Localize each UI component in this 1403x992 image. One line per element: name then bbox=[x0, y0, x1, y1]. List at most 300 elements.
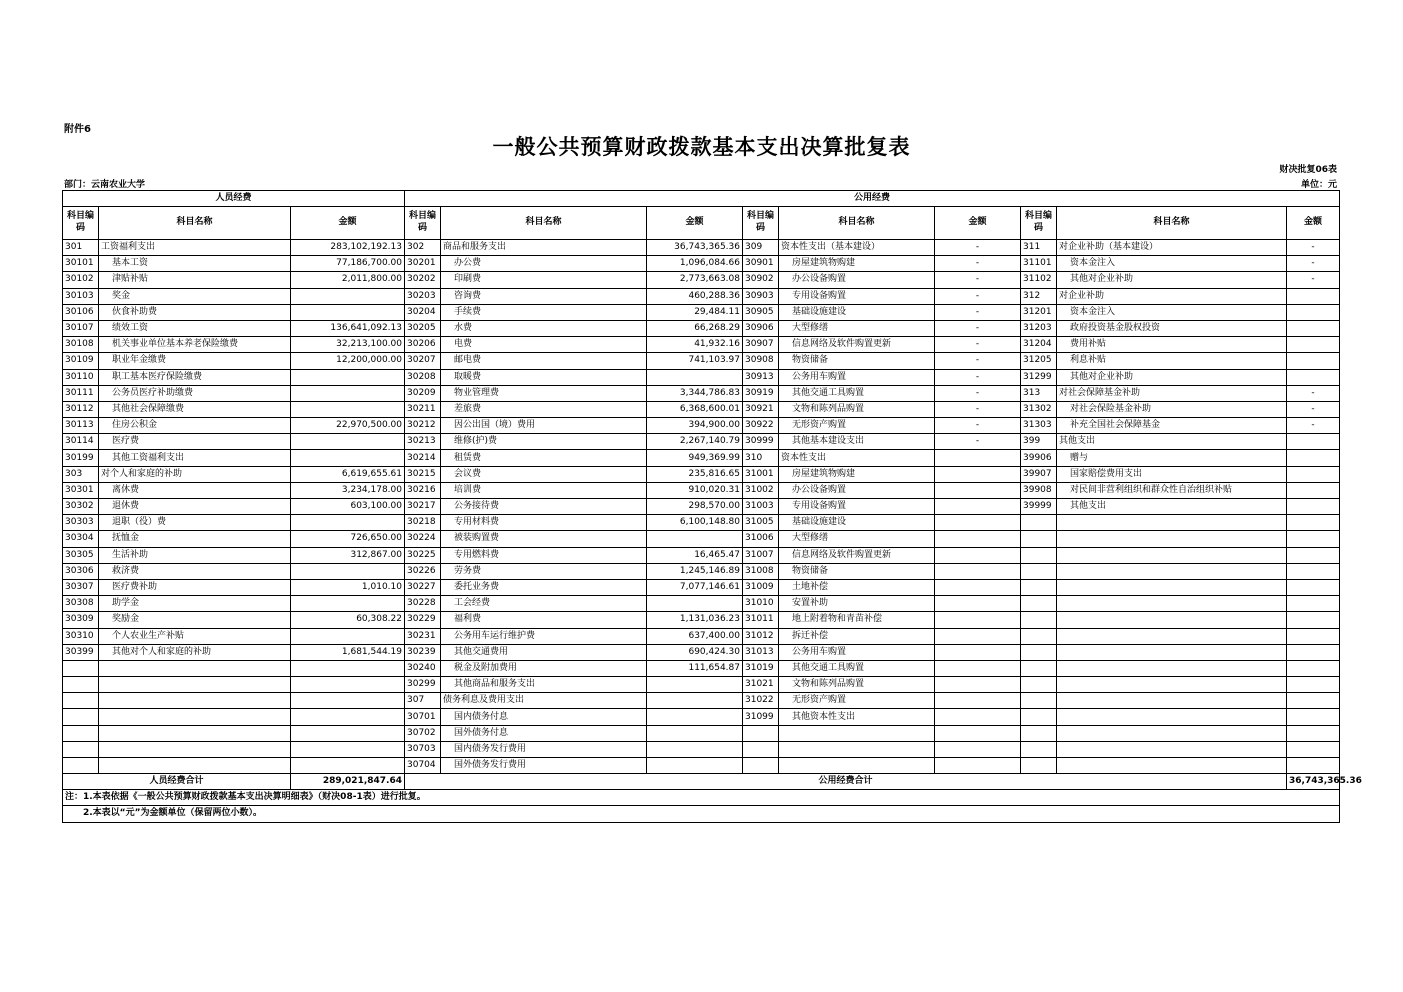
col-header-amount: 金额 bbox=[1287, 207, 1340, 240]
subject-name-cell: 生活补助 bbox=[99, 547, 291, 563]
subject-name-cell: 对企业补助 bbox=[1057, 288, 1287, 304]
subject-name-cell: 其他对企业补助 bbox=[1057, 369, 1287, 385]
amount-cell bbox=[1287, 693, 1340, 709]
subject-name-cell: 被装购置费 bbox=[441, 531, 647, 547]
subject-code-cell: 31013 bbox=[743, 644, 779, 660]
subject-code-cell: 31011 bbox=[743, 612, 779, 628]
subject-code-cell: 39999 bbox=[1021, 499, 1057, 515]
subject-name-cell: 会议费 bbox=[441, 466, 647, 482]
subject-name-cell: 物资储备 bbox=[779, 563, 935, 579]
amount-cell: - bbox=[935, 304, 1021, 320]
subject-name-cell: 大型修缮 bbox=[779, 320, 935, 336]
subject-code-cell bbox=[1021, 515, 1057, 531]
subject-name-cell: 对个人和家庭的补助 bbox=[99, 466, 291, 482]
table-row bbox=[63, 304, 1340, 320]
amount-cell: 16,465.47 bbox=[647, 547, 743, 563]
subject-code-cell bbox=[1021, 709, 1057, 725]
subject-code-cell: 30218 bbox=[405, 515, 441, 531]
amount-cell bbox=[291, 563, 405, 579]
amount-cell: 60,308.22 bbox=[291, 612, 405, 628]
amount-cell: 7,077,146.61 bbox=[647, 579, 743, 595]
subject-code-cell bbox=[1021, 563, 1057, 579]
amount-cell: 298,570.00 bbox=[647, 499, 743, 515]
table-row bbox=[63, 418, 1340, 434]
subject-code-cell: 30103 bbox=[63, 288, 99, 304]
subject-name-cell: 国外债务付息 bbox=[441, 725, 647, 741]
subject-code-cell: 30304 bbox=[63, 531, 99, 547]
amount-cell bbox=[935, 758, 1021, 774]
amount-cell bbox=[291, 515, 405, 531]
amount-cell bbox=[1287, 563, 1340, 579]
amount-cell bbox=[1287, 499, 1340, 515]
amount-cell bbox=[1287, 369, 1340, 385]
subject-code-cell: 30703 bbox=[405, 741, 441, 757]
amount-cell bbox=[291, 628, 405, 644]
subject-name-cell: 拆迁补偿 bbox=[779, 628, 935, 644]
subject-code-cell bbox=[63, 693, 99, 709]
subject-code-cell: 31010 bbox=[743, 596, 779, 612]
subject-code-cell bbox=[1021, 693, 1057, 709]
subject-code-cell: 30206 bbox=[405, 337, 441, 353]
amount-cell: 603,100.00 bbox=[291, 499, 405, 515]
subject-name-cell bbox=[99, 725, 291, 741]
subject-name-cell: 机关事业单位基本养老保险缴费 bbox=[99, 337, 291, 353]
subject-code-cell: 31006 bbox=[743, 531, 779, 547]
subject-code-cell: 30209 bbox=[405, 385, 441, 401]
col-header-name: 科目名称 bbox=[99, 207, 291, 240]
subject-code-cell: 30903 bbox=[743, 288, 779, 304]
amount-cell: 111,654.87 bbox=[647, 660, 743, 676]
subject-code-cell: 310 bbox=[743, 450, 779, 466]
subject-code-cell: 30108 bbox=[63, 337, 99, 353]
subject-name-cell: 退职（役）费 bbox=[99, 515, 291, 531]
subject-name-cell: 信息网络及软件购置更新 bbox=[779, 337, 935, 353]
subject-code-cell bbox=[1021, 660, 1057, 676]
subject-name-cell: 因公出国（境）费用 bbox=[441, 418, 647, 434]
subject-code-cell: 30207 bbox=[405, 353, 441, 369]
subject-code-cell: 31008 bbox=[743, 563, 779, 579]
amount-cell bbox=[647, 531, 743, 547]
table-row bbox=[63, 320, 1340, 336]
subject-code-cell: 30308 bbox=[63, 596, 99, 612]
subject-code-cell: 31299 bbox=[1021, 369, 1057, 385]
table-row bbox=[63, 401, 1340, 417]
subject-name-cell bbox=[1057, 563, 1287, 579]
amount-cell bbox=[935, 725, 1021, 741]
subject-name-cell: 费用补贴 bbox=[1057, 337, 1287, 353]
subject-code-cell: 30101 bbox=[63, 256, 99, 272]
subject-code-cell: 313 bbox=[1021, 385, 1057, 401]
subject-name-cell: 抚恤金 bbox=[99, 531, 291, 547]
amount-cell bbox=[935, 693, 1021, 709]
subject-code-cell bbox=[63, 725, 99, 741]
subject-name-cell: 其他交通工具购置 bbox=[779, 660, 935, 676]
amount-cell bbox=[935, 660, 1021, 676]
amount-cell bbox=[291, 693, 405, 709]
table-row bbox=[63, 677, 1340, 693]
amount-cell: 136,641,092.13 bbox=[291, 320, 405, 336]
subject-code-cell: 30922 bbox=[743, 418, 779, 434]
amount-cell bbox=[935, 499, 1021, 515]
amount-cell bbox=[935, 563, 1021, 579]
subject-code-cell: 30217 bbox=[405, 499, 441, 515]
table-row bbox=[63, 547, 1340, 563]
col-header-amount: 金额 bbox=[647, 207, 743, 240]
subject-code-cell: 30307 bbox=[63, 579, 99, 595]
table-row bbox=[63, 337, 1340, 353]
col-header-amount: 金额 bbox=[935, 207, 1021, 240]
subject-name-cell bbox=[1057, 547, 1287, 563]
table-row bbox=[63, 596, 1340, 612]
subject-code-cell: 30302 bbox=[63, 499, 99, 515]
unit-label: 单位：元 bbox=[1300, 180, 1337, 190]
subject-name-cell bbox=[1057, 644, 1287, 660]
subject-name-cell: 其他社会保障缴费 bbox=[99, 401, 291, 417]
amount-cell bbox=[935, 677, 1021, 693]
amount-cell bbox=[1287, 596, 1340, 612]
amount-cell bbox=[935, 450, 1021, 466]
amount-cell: 741,103.97 bbox=[647, 353, 743, 369]
subject-name-cell: 地上附着物和青苗补偿 bbox=[779, 612, 935, 628]
subject-name-cell: 资本金注入 bbox=[1057, 256, 1287, 272]
subject-name-cell bbox=[1057, 693, 1287, 709]
subject-name-cell bbox=[1057, 660, 1287, 676]
amount-cell bbox=[647, 741, 743, 757]
amount-cell: 949,369.99 bbox=[647, 450, 743, 466]
amount-cell bbox=[291, 596, 405, 612]
subject-name-cell: 国外债务发行费用 bbox=[441, 758, 647, 774]
amount-cell bbox=[291, 288, 405, 304]
personnel-total-amount: 289,021,847.64 bbox=[291, 774, 405, 790]
subject-code-cell bbox=[1021, 547, 1057, 563]
subject-code-cell: 309 bbox=[743, 240, 779, 256]
amount-cell bbox=[647, 677, 743, 693]
amount-cell bbox=[291, 677, 405, 693]
amount-cell: - bbox=[935, 288, 1021, 304]
subject-code-cell bbox=[1021, 612, 1057, 628]
amount-cell: 1,096,084.66 bbox=[647, 256, 743, 272]
amount-cell bbox=[1287, 547, 1340, 563]
subject-code-cell bbox=[743, 758, 779, 774]
subject-name-cell: 资本金注入 bbox=[1057, 304, 1287, 320]
table-row bbox=[63, 353, 1340, 369]
subject-name-cell: 专用材料费 bbox=[441, 515, 647, 531]
amount-cell bbox=[935, 482, 1021, 498]
subject-code-cell: 31303 bbox=[1021, 418, 1057, 434]
amount-cell: 3,344,786.83 bbox=[647, 385, 743, 401]
subject-code-cell: 31021 bbox=[743, 677, 779, 693]
subject-code-cell: 31005 bbox=[743, 515, 779, 531]
amount-cell: 32,213,100.00 bbox=[291, 337, 405, 353]
col-header-amount: 金额 bbox=[291, 207, 405, 240]
subject-name-cell bbox=[1057, 741, 1287, 757]
subject-code-cell: 30205 bbox=[405, 320, 441, 336]
subject-name-cell bbox=[99, 758, 291, 774]
subject-code-cell: 30901 bbox=[743, 256, 779, 272]
subject-name-cell: 绩效工资 bbox=[99, 320, 291, 336]
table-row bbox=[63, 693, 1340, 709]
amount-cell bbox=[935, 515, 1021, 531]
amount-cell: 6,368,600.01 bbox=[647, 401, 743, 417]
table-row bbox=[63, 563, 1340, 579]
subject-name-cell: 无形资产购置 bbox=[779, 693, 935, 709]
subject-code-cell bbox=[63, 741, 99, 757]
section-personnel: 人员经费 bbox=[63, 191, 405, 207]
amount-cell: - bbox=[935, 240, 1021, 256]
amount-cell bbox=[1287, 320, 1340, 336]
subject-name-cell: 其他交通费用 bbox=[441, 644, 647, 660]
subject-code-cell: 30212 bbox=[405, 418, 441, 434]
subject-name-cell bbox=[1057, 628, 1287, 644]
subject-name-cell: 个人农业生产补贴 bbox=[99, 628, 291, 644]
subject-name-cell bbox=[99, 677, 291, 693]
subject-name-cell bbox=[99, 741, 291, 757]
amount-cell bbox=[1287, 709, 1340, 725]
col-header-name: 科目名称 bbox=[441, 207, 647, 240]
subject-code-cell: 30231 bbox=[405, 628, 441, 644]
subject-name-cell: 资本性支出 bbox=[779, 450, 935, 466]
subject-code-cell: 30106 bbox=[63, 304, 99, 320]
subject-name-cell: 国内债务发行费用 bbox=[441, 741, 647, 757]
subject-name-cell: 公务用车购置 bbox=[779, 644, 935, 660]
table-row bbox=[63, 385, 1340, 401]
amount-cell: 29,484.11 bbox=[647, 304, 743, 320]
subject-name-cell: 救济费 bbox=[99, 563, 291, 579]
subject-name-cell: 办公费 bbox=[441, 256, 647, 272]
amount-cell bbox=[935, 466, 1021, 482]
subject-code-cell: 30107 bbox=[63, 320, 99, 336]
amount-cell: - bbox=[935, 353, 1021, 369]
subject-code-cell: 30112 bbox=[63, 401, 99, 417]
subject-name-cell: 工资福利支出 bbox=[99, 240, 291, 256]
amount-cell bbox=[1287, 353, 1340, 369]
amount-cell bbox=[1287, 434, 1340, 450]
amount-cell: 1,010.10 bbox=[291, 579, 405, 595]
subject-name-cell: 电费 bbox=[441, 337, 647, 353]
subject-code-cell bbox=[1021, 596, 1057, 612]
subject-code-cell: 31009 bbox=[743, 579, 779, 595]
subject-name-cell bbox=[99, 660, 291, 676]
section-public: 公用经费 bbox=[405, 191, 1340, 207]
subject-code-cell bbox=[1021, 758, 1057, 774]
subject-name-cell: 住房公积金 bbox=[99, 418, 291, 434]
subject-name-cell: 对社会保障基金补助 bbox=[1057, 385, 1287, 401]
amount-cell bbox=[1287, 304, 1340, 320]
subject-code-cell: 31205 bbox=[1021, 353, 1057, 369]
subject-name-cell bbox=[779, 725, 935, 741]
note-2: 2.本表以“元”为金额单位（保留两位小数）。 bbox=[63, 806, 1340, 822]
subject-code-cell bbox=[63, 758, 99, 774]
subject-code-cell bbox=[743, 741, 779, 757]
subject-code-cell: 30913 bbox=[743, 369, 779, 385]
subject-code-cell: 31019 bbox=[743, 660, 779, 676]
amount-cell: 726,650.00 bbox=[291, 531, 405, 547]
subject-code-cell: 31201 bbox=[1021, 304, 1057, 320]
amount-cell: - bbox=[935, 418, 1021, 434]
table-row bbox=[63, 644, 1340, 660]
amount-cell bbox=[1287, 741, 1340, 757]
amount-cell: 6,619,655.61 bbox=[291, 466, 405, 482]
subject-code-cell: 301 bbox=[63, 240, 99, 256]
amount-cell: - bbox=[1287, 256, 1340, 272]
subject-code-cell: 30211 bbox=[405, 401, 441, 417]
subject-code-cell: 30225 bbox=[405, 547, 441, 563]
subject-name-cell: 赠与 bbox=[1057, 450, 1287, 466]
amount-cell: 41,932.16 bbox=[647, 337, 743, 353]
amount-cell: 2,011,800.00 bbox=[291, 272, 405, 288]
amount-cell: 283,102,192.13 bbox=[291, 240, 405, 256]
subject-name-cell: 商品和服务支出 bbox=[441, 240, 647, 256]
subject-name-cell: 离休费 bbox=[99, 482, 291, 498]
table-body bbox=[63, 240, 1340, 774]
amount-cell: - bbox=[935, 385, 1021, 401]
subject-code-cell bbox=[1021, 628, 1057, 644]
subject-code-cell: 31099 bbox=[743, 709, 779, 725]
subject-name-cell: 其他工资福利支出 bbox=[99, 450, 291, 466]
subject-code-cell: 30239 bbox=[405, 644, 441, 660]
amount-cell bbox=[291, 304, 405, 320]
subject-code-cell bbox=[63, 677, 99, 693]
subject-name-cell: 其他交通工具购置 bbox=[779, 385, 935, 401]
amount-cell: - bbox=[1287, 240, 1340, 256]
amount-cell bbox=[291, 660, 405, 676]
amount-cell: 690,424.30 bbox=[647, 644, 743, 660]
subject-name-cell: 安置补助 bbox=[779, 596, 935, 612]
subject-name-cell: 对社会保险基金补助 bbox=[1057, 401, 1287, 417]
subject-name-cell: 办公设备购置 bbox=[779, 272, 935, 288]
amount-cell: 1,245,146.89 bbox=[647, 563, 743, 579]
amount-cell bbox=[291, 450, 405, 466]
subject-name-cell: 其他资本性支出 bbox=[779, 709, 935, 725]
amount-cell: 910,020.31 bbox=[647, 482, 743, 498]
amount-cell bbox=[647, 758, 743, 774]
subject-name-cell: 医疗费 bbox=[99, 434, 291, 450]
subject-code-cell: 31203 bbox=[1021, 320, 1057, 336]
subject-code-cell: 31007 bbox=[743, 547, 779, 563]
amount-cell: - bbox=[935, 401, 1021, 417]
amount-cell bbox=[1287, 482, 1340, 498]
amount-cell bbox=[291, 369, 405, 385]
amount-cell bbox=[1287, 758, 1340, 774]
subject-code-cell: 30208 bbox=[405, 369, 441, 385]
subject-name-cell: 专用设备购置 bbox=[779, 288, 935, 304]
amount-cell: 36,743,365.36 bbox=[647, 240, 743, 256]
amount-cell bbox=[1287, 531, 1340, 547]
subject-code-cell bbox=[1021, 644, 1057, 660]
subject-code-cell: 30702 bbox=[405, 725, 441, 741]
subject-code-cell: 30908 bbox=[743, 353, 779, 369]
amount-cell: - bbox=[935, 369, 1021, 385]
amount-cell: - bbox=[935, 272, 1021, 288]
public-total-amount: 36,743,365.36 bbox=[1287, 774, 1340, 790]
subject-code-cell: 30309 bbox=[63, 612, 99, 628]
subject-name-cell: 劳务费 bbox=[441, 563, 647, 579]
amount-cell bbox=[1287, 466, 1340, 482]
subject-name-cell: 国内债务付息 bbox=[441, 709, 647, 725]
subject-code-cell: 30114 bbox=[63, 434, 99, 450]
attachment-label: 附件6 bbox=[64, 124, 91, 135]
public-total-label: 公用经费合计 bbox=[405, 774, 1287, 790]
subject-name-cell bbox=[1057, 725, 1287, 741]
subject-name-cell: 津贴补贴 bbox=[99, 272, 291, 288]
subject-code-cell: 30113 bbox=[63, 418, 99, 434]
amount-cell: 235,816.65 bbox=[647, 466, 743, 482]
subject-code-cell: 30907 bbox=[743, 337, 779, 353]
subject-code-cell: 30919 bbox=[743, 385, 779, 401]
subject-code-cell: 30214 bbox=[405, 450, 441, 466]
subject-name-cell: 房屋建筑物购建 bbox=[779, 466, 935, 482]
subject-name-cell: 福利费 bbox=[441, 612, 647, 628]
subject-code-cell: 303 bbox=[63, 466, 99, 482]
table-row bbox=[63, 741, 1340, 757]
amount-cell: 312,867.00 bbox=[291, 547, 405, 563]
subject-name-cell: 基本工资 bbox=[99, 256, 291, 272]
subject-code-cell bbox=[1021, 741, 1057, 757]
subject-name-cell: 无形资产购置 bbox=[779, 418, 935, 434]
subject-code-cell: 39906 bbox=[1021, 450, 1057, 466]
subject-name-cell: 手续费 bbox=[441, 304, 647, 320]
amount-cell: - bbox=[1287, 418, 1340, 434]
subject-code-cell: 30215 bbox=[405, 466, 441, 482]
subject-name-cell: 办公设备购置 bbox=[779, 482, 935, 498]
subject-name-cell: 职业年金缴费 bbox=[99, 353, 291, 369]
subject-code-cell: 30399 bbox=[63, 644, 99, 660]
subject-code-cell bbox=[63, 660, 99, 676]
subject-name-cell: 咨询费 bbox=[441, 288, 647, 304]
subject-name-cell: 其他支出 bbox=[1057, 434, 1287, 450]
subject-name-cell: 其他商品和服务支出 bbox=[441, 677, 647, 693]
amount-cell: 460,288.36 bbox=[647, 288, 743, 304]
amount-cell bbox=[647, 725, 743, 741]
subject-name-cell: 助学金 bbox=[99, 596, 291, 612]
subject-name-cell bbox=[1057, 596, 1287, 612]
col-header-code: 科目编码 bbox=[1021, 207, 1057, 240]
table-row bbox=[63, 369, 1340, 385]
amount-cell bbox=[935, 612, 1021, 628]
col-header-name: 科目名称 bbox=[1057, 207, 1287, 240]
subject-code-cell: 39908 bbox=[1021, 482, 1057, 498]
subject-name-cell: 基础设施建设 bbox=[779, 304, 935, 320]
subject-name-cell: 债务利息及费用支出 bbox=[441, 693, 647, 709]
note-1: 注：1.本表依据《一般公共预算财政拨款基本支出决算明细表》（财决08-1表）进行批复。 bbox=[63, 790, 1340, 806]
subject-code-cell: 31102 bbox=[1021, 272, 1057, 288]
subject-code-cell: 30310 bbox=[63, 628, 99, 644]
subject-name-cell: 基础设施建设 bbox=[779, 515, 935, 531]
amount-cell: 12,200,000.00 bbox=[291, 353, 405, 369]
subject-name-cell bbox=[1057, 612, 1287, 628]
subject-name-cell: 文物和陈列品购置 bbox=[779, 401, 935, 417]
subject-code-cell: 31012 bbox=[743, 628, 779, 644]
amount-cell bbox=[291, 401, 405, 417]
amount-cell bbox=[1287, 628, 1340, 644]
amount-cell bbox=[1287, 450, 1340, 466]
subject-code-cell: 30704 bbox=[405, 758, 441, 774]
subject-name-cell: 其他支出 bbox=[1057, 499, 1287, 515]
amount-cell: 6,100,148.80 bbox=[647, 515, 743, 531]
col-header-name: 科目名称 bbox=[779, 207, 935, 240]
subject-name-cell: 对企业补助（基本建设） bbox=[1057, 240, 1287, 256]
subject-code-cell: 30306 bbox=[63, 563, 99, 579]
subject-name-cell: 取暖费 bbox=[441, 369, 647, 385]
amount-cell bbox=[647, 596, 743, 612]
subject-name-cell: 对民间非营利组织和群众性自治组织补贴 bbox=[1057, 482, 1287, 498]
subject-name-cell: 伙食补助费 bbox=[99, 304, 291, 320]
col-header-code: 科目编码 bbox=[743, 207, 779, 240]
subject-code-cell: 30999 bbox=[743, 434, 779, 450]
subject-code-cell bbox=[1021, 677, 1057, 693]
table-row bbox=[63, 660, 1340, 676]
subject-name-cell: 委托业务费 bbox=[441, 579, 647, 595]
